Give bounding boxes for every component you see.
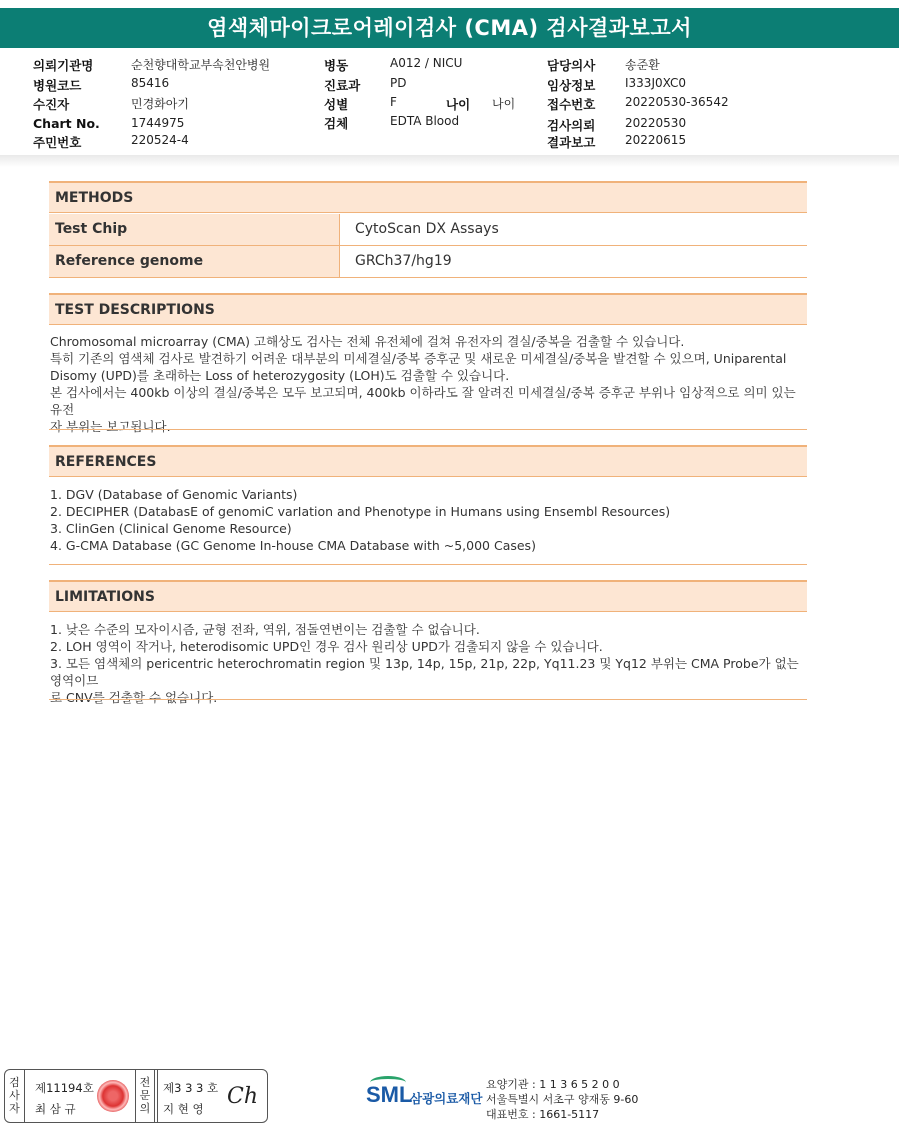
description-line: Disomy (UPD)를 초래하는 Loss of heterozygosity (LOH)도 검출할 수 있습니다. xyxy=(50,368,510,383)
limitation-item: 2. LOH 영역이 작거나, heterodisomic UPD인 경우 검사 원리상 UPD가 검출되지 않을 수 있습니다. xyxy=(50,639,603,654)
reference-item: 2. DECIPHER (DatabasE of genomiC varIation and Phenotype in Humans using Ensembl Resources) xyxy=(50,504,671,519)
info-label: Chart No. xyxy=(33,116,100,131)
limitation-item: 1. 낮은 수준의 모자이시즘, 균형 전좌, 역위, 점돌연변이는 검출할 수 없습니다. xyxy=(50,622,480,637)
signature: Ch xyxy=(227,1084,259,1109)
info-label: 의뢰기관명 xyxy=(33,58,94,73)
reference-item: 1. DGV (Database of Genomic Variants) xyxy=(50,487,298,502)
description-line: 특히 기존의 염색체 검사로 발견하기 어려운 대부분의 미세결실/중복 증후군 및 새로운 미세결실/중복을 발견할 수 있으며, Uniparental xyxy=(50,351,787,366)
info-label: 병동 xyxy=(324,58,349,73)
examiner-license: 제11194호 xyxy=(35,1081,94,1095)
info-value: 1744975 xyxy=(131,116,185,130)
info-label: 임상정보 xyxy=(547,78,596,93)
description-line: 자 부위는 보고됩니다. xyxy=(50,419,171,434)
reference-item: 3. ClinGen (Clinical Genome Resource) xyxy=(50,521,292,536)
test-descriptions-body xyxy=(50,333,808,435)
confirmer-label xyxy=(135,1070,155,1122)
methods-heading: METHODS xyxy=(49,181,807,213)
info-label: 진료과 xyxy=(324,78,361,93)
info-value: 220524-4 xyxy=(131,133,189,147)
info-label: 검사의뢰 xyxy=(547,118,596,133)
info-value: 20220530 xyxy=(625,116,687,130)
stamp-divider xyxy=(157,1070,158,1122)
age-label: 나이 xyxy=(446,97,471,112)
limitations-list xyxy=(50,621,808,706)
info-label: 검체 xyxy=(324,116,349,131)
info-value: 20220615 xyxy=(625,133,687,147)
examiner-label-text: 검사자 xyxy=(9,1076,20,1115)
age-value: 나이 xyxy=(492,97,516,111)
section-divider xyxy=(49,564,807,565)
info-label: 성별 xyxy=(324,97,349,112)
test-chip-value: CytoScan DX Assays xyxy=(339,214,807,246)
info-label: 결과보고 xyxy=(547,135,596,150)
info-label: 담당의사 xyxy=(547,58,596,73)
official-seal xyxy=(97,1080,129,1112)
org-contact xyxy=(486,1077,638,1122)
reference-genome-value: GRCh37/hg19 xyxy=(339,246,807,278)
signature-stamp-box xyxy=(4,1069,268,1123)
info-value: PD xyxy=(390,76,407,90)
test-chip-label: Test Chip xyxy=(49,214,339,246)
info-value: 송준환 xyxy=(625,58,660,72)
header-divider xyxy=(0,155,899,167)
address: 서울특별시 서초구 양재동 9-60 xyxy=(486,1093,639,1106)
examiner-name: 최 삼 규 xyxy=(35,1102,76,1116)
limitations-heading: LIMITATIONS xyxy=(49,580,807,612)
references-list xyxy=(50,486,808,554)
logo-text: SML xyxy=(366,1082,413,1107)
section-divider xyxy=(49,699,807,700)
info-value: I333J0XC0 xyxy=(625,76,686,90)
confirmer-label-text: 전문의 xyxy=(139,1076,151,1115)
reference-genome-label: Reference genome xyxy=(49,246,339,278)
references-heading: REFERENCES xyxy=(49,445,807,477)
info-label: 접수번호 xyxy=(547,97,596,112)
patient-info xyxy=(0,54,899,154)
confirmer-license: 제3 3 3 호 xyxy=(163,1081,219,1095)
info-value: F xyxy=(390,95,397,109)
info-value: 20220530-36542 xyxy=(625,95,729,109)
institution-code: 요양기관 : 1 1 3 6 5 2 0 0 xyxy=(486,1078,620,1091)
section-divider xyxy=(49,429,807,430)
confirmer-name: 지 현 영 xyxy=(163,1102,204,1116)
info-value: 85416 xyxy=(131,76,170,90)
info-label: 병원코드 xyxy=(33,78,82,93)
info-value: 순천향대학교부속천안병원 xyxy=(131,58,271,72)
report-title: 염색체마이크로어레이검사 (CMA) 검사결과보고서 xyxy=(0,8,899,48)
description-line: 본 검사에서는 400kb 이상의 결실/중복은 모두 보고되며, 400kb 이하라도 잘 알려진 미세결실/중복 증후군 부위나 임상적으로 의미 있는 유전 xyxy=(50,385,796,417)
limitation-item: 3. 모든 염색체의 pericentric heterochromatin region 및 13p, 14p, 15p, 21p, 22p, Yq11.23 및 Yq12 부위는 CMA Probe가 없는 영역이므 xyxy=(50,656,799,688)
phone: 대표번호 : 1661-5117 xyxy=(486,1108,600,1121)
description-line: Chromosomal microarray (CMA) 고해상도 검사는 전체 유전체에 걸쳐 유전자의 결실/중복을 검출할 수 있습니다. xyxy=(50,334,685,349)
info-value: EDTA Blood xyxy=(390,114,460,128)
examiner-label xyxy=(5,1070,25,1122)
test-descriptions-heading: TEST DESCRIPTIONS xyxy=(49,293,807,325)
info-value: 민경화아기 xyxy=(131,97,189,111)
reference-item: 4. G-CMA Database (GC Genome In-house CMA Database with ~5,000 Cases) xyxy=(50,538,536,553)
info-value: A012 / NICU xyxy=(390,56,463,70)
limitation-item: 로 CNV를 검출할 수 없습니다. xyxy=(50,690,218,705)
info-label: 수진자 xyxy=(33,97,70,112)
info-label: 주민번호 xyxy=(33,135,82,150)
org-name: 삼광의료재단 xyxy=(410,1091,483,1106)
